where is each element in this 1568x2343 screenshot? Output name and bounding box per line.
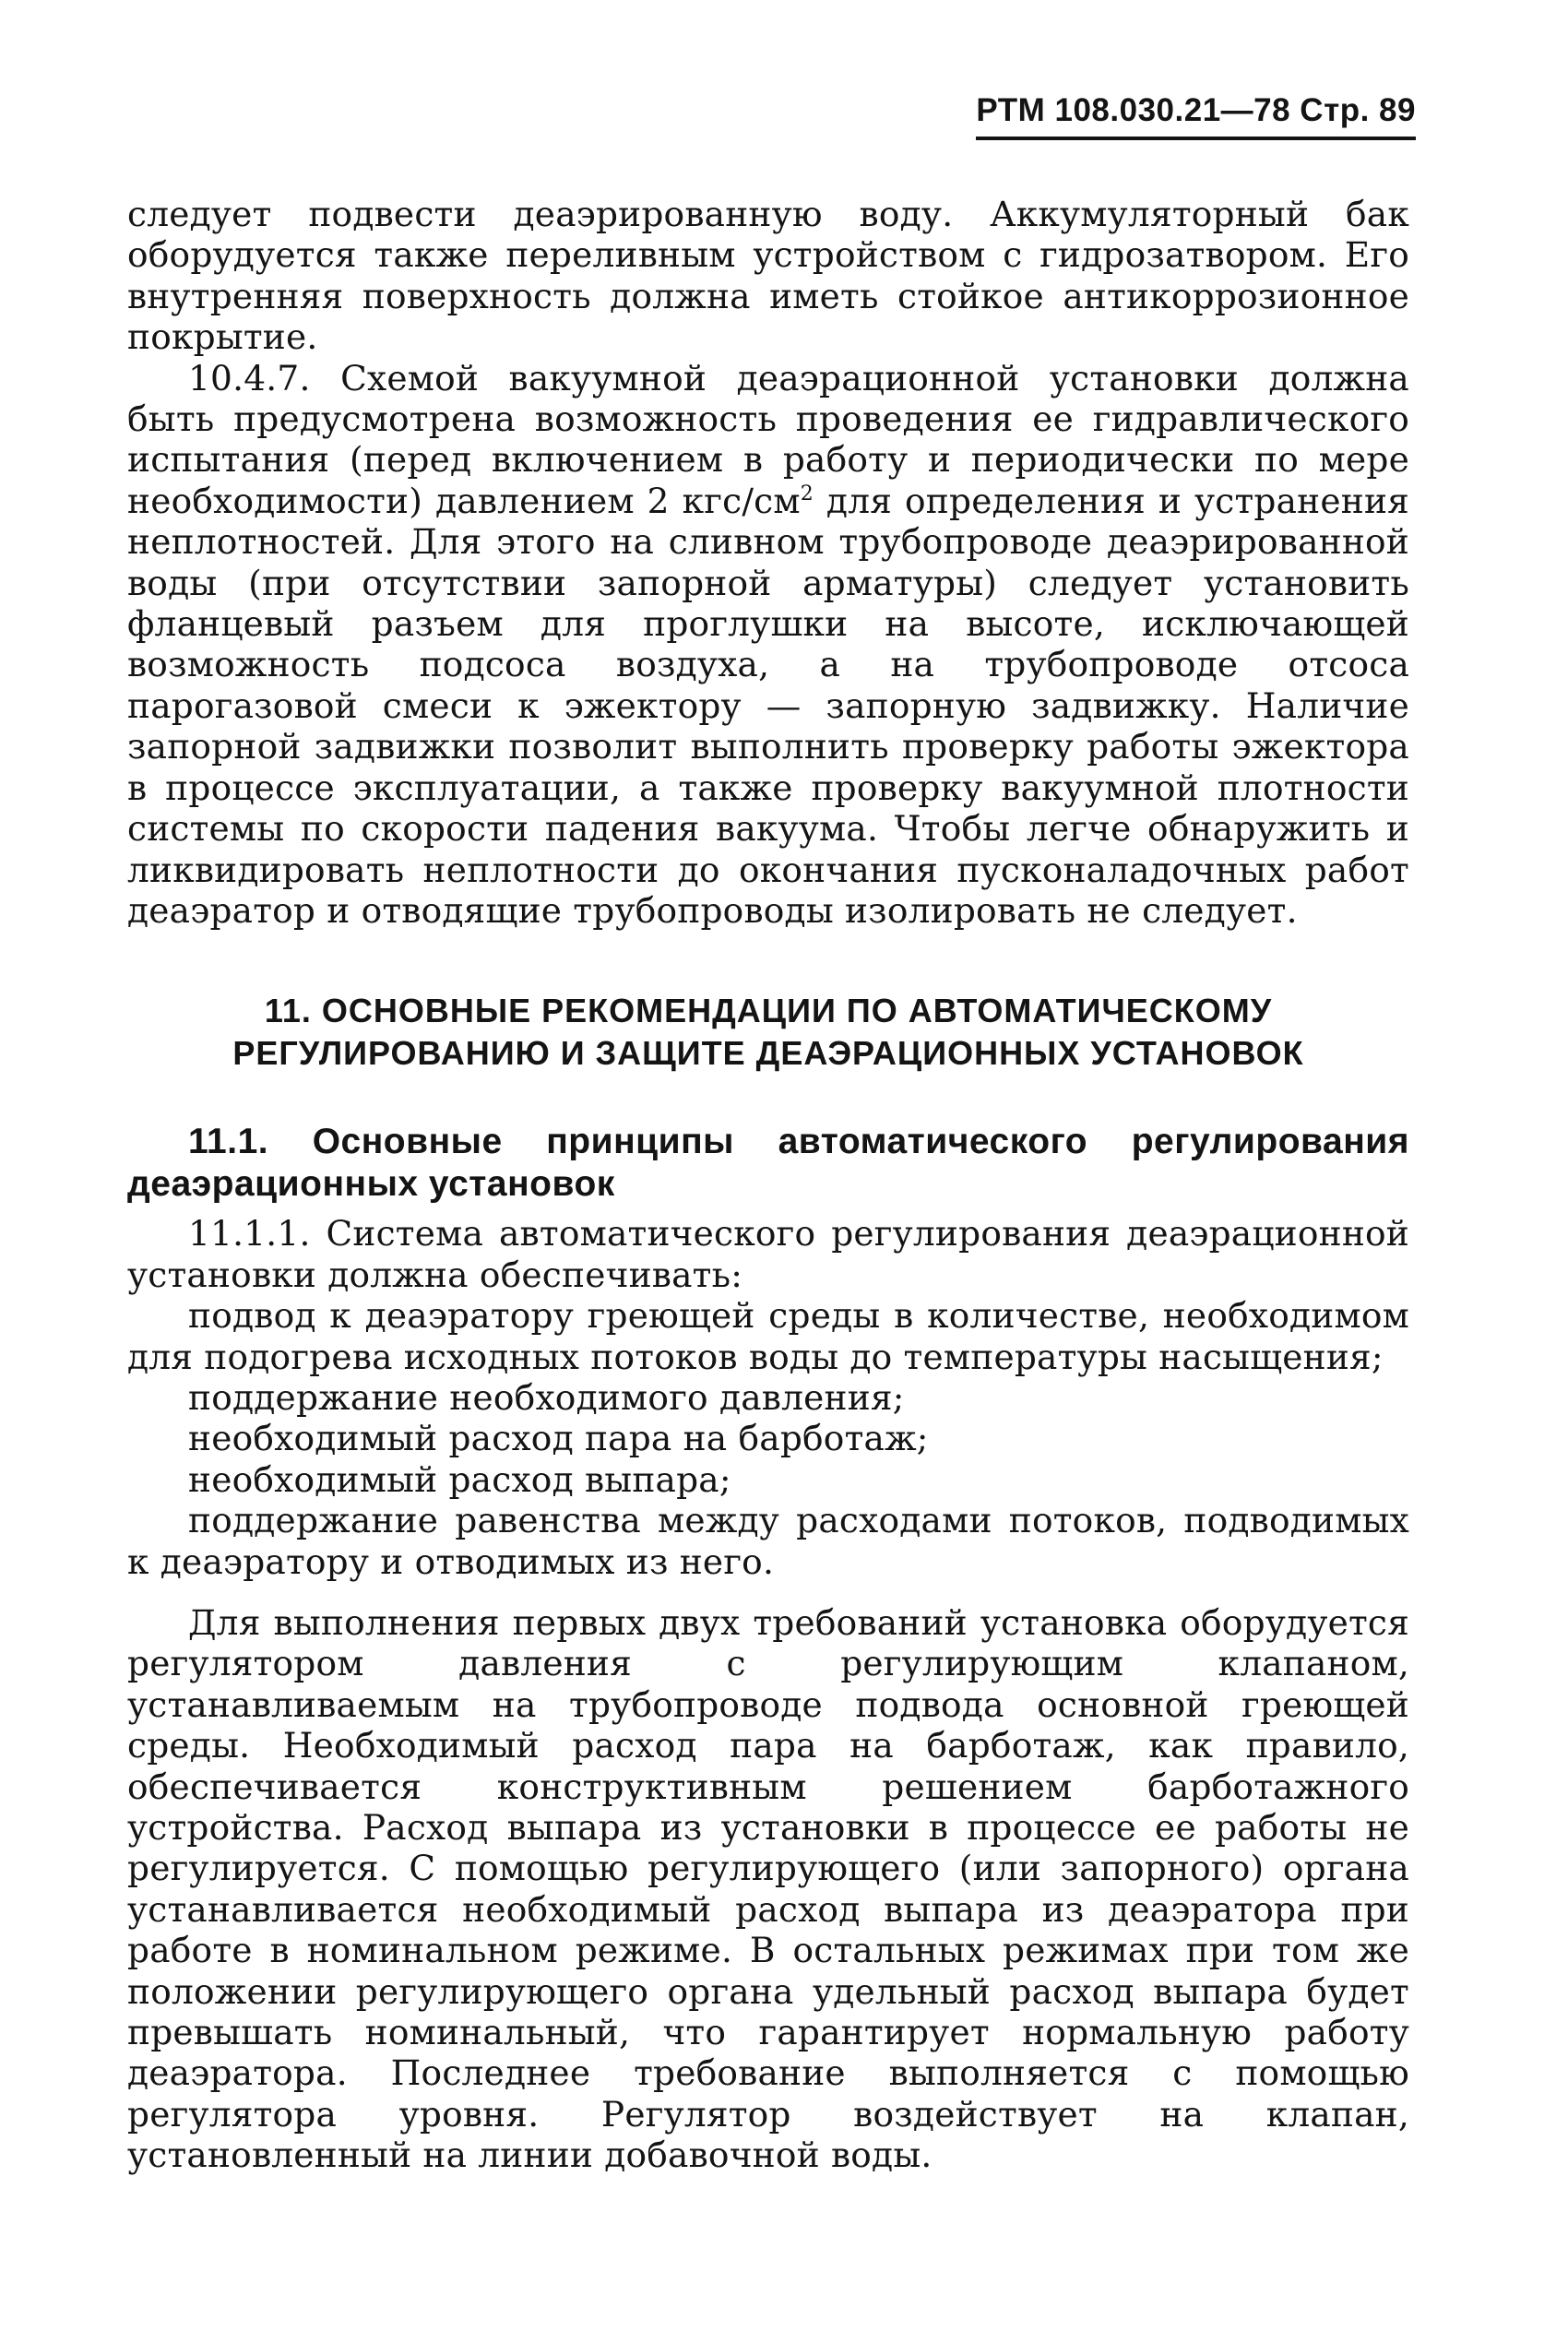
subsection-title-11-1: 11.1. Основные принципы автоматического регулирования деаэрационных установок <box>127 1122 1409 1205</box>
running-header: РТМ 108.030.21—78 Стр. 89 <box>976 90 1416 140</box>
paragraph-10-4-7-text-cont: для определения и устранения неплотностей. Для этого на сливном трубопроводе деаэрированной воды (при отсутствии запорной арматуры) следует установить фланцевый разъем для проглушки на высоте, исключающей возможность подсоса воздуха, а на трубопроводе отсоса парогазовой смеси к эжектору — запорную задвижку. Наличие запорной задвижки позволит выполнить проверку работы эжектора в процессе эксплуатации, а также проверку вакуумной плотности системы по скорости падения вакуума. Чтобы легче обнаружить и ликвидировать неплотности до окончания пусконаладочных работ деаэратор и отводящие трубопроводы изолировать не следует. <box>127 480 1409 931</box>
paragraph-10-4-7-text: 10.4.7. Схемой вакуумной деаэрационной установки должна быть предусмотрена возможность проведения ее гидравлического испытания (перед включением в работу и периодически по мере необходимости) давлением 2 кгс/см <box>127 357 1409 521</box>
list-item: поддержание необходимого давления; <box>188 1376 905 1418</box>
section-title-line: 11. ОСНОВНЫЕ РЕКОМЕНДАЦИИ ПО АВТОМАТИЧЕСКОМУ <box>264 992 1273 1030</box>
paragraph-continuation: следует подвести деаэрированную воду. Аккумуляторный бак оборудуется также переливным устройством с гидрозатвором. Его внутренняя поверхность должна иметь стойкое антикоррозионное покрытие. <box>127 194 1409 358</box>
paragraph-10-4-7 <box>127 358 1409 932</box>
list-item: необходимый расход пара на барботаж; <box>188 1418 929 1459</box>
list-item: подвод к деаэратору греющей среды в количестве, необходимом для подогрева исходных потоков воды до температуры насыщения; <box>127 1295 1409 1377</box>
paragraph-11-1-1: 11.1.1. Система автоматического регулирования деаэрационной установки должна обеспечивать: <box>127 1213 1409 1295</box>
section-title-line: РЕГУЛИРОВАНИЮ И ЗАЩИТЕ ДЕАЭРАЦИОННЫХ УСТАНОВОК <box>232 1034 1304 1073</box>
list-item: поддержание равенства между расходами потоков, подводимых к деаэратору и отводимых из него. <box>127 1500 1409 1582</box>
page-body <box>127 194 1409 2176</box>
list-item: необходимый расход выпара; <box>188 1458 731 1500</box>
unit-superscript: 2 <box>800 482 814 505</box>
paragraph-requirements: Для выполнения первых двух требований установка оборудуется регулятором давления с регулирующим клапаном, устанавливаемым на трубопроводе подвода основной греющей среды. Необходимый расход пара на барботаж, как правило, обеспечивается конструктивным решением барботажного устройства. Расход выпара из установки в процессе ее работы не регулируется. С помощью регулирующего (или запорного) органа устанавливается необходимый расход выпара из деаэратора при работе в номинальном режиме. В остальных режимах при том же положении регулирующего органа удельный расход выпара будет превышать номинальный, что гарантирует нормальную работу деаэратора. Последнее требование выполняется с помощью регулятора уровня. Регулятор воздействует на клапан, установленный на линии добавочной воды. <box>127 1601 1409 2176</box>
section-title-11 <box>127 990 1409 1075</box>
